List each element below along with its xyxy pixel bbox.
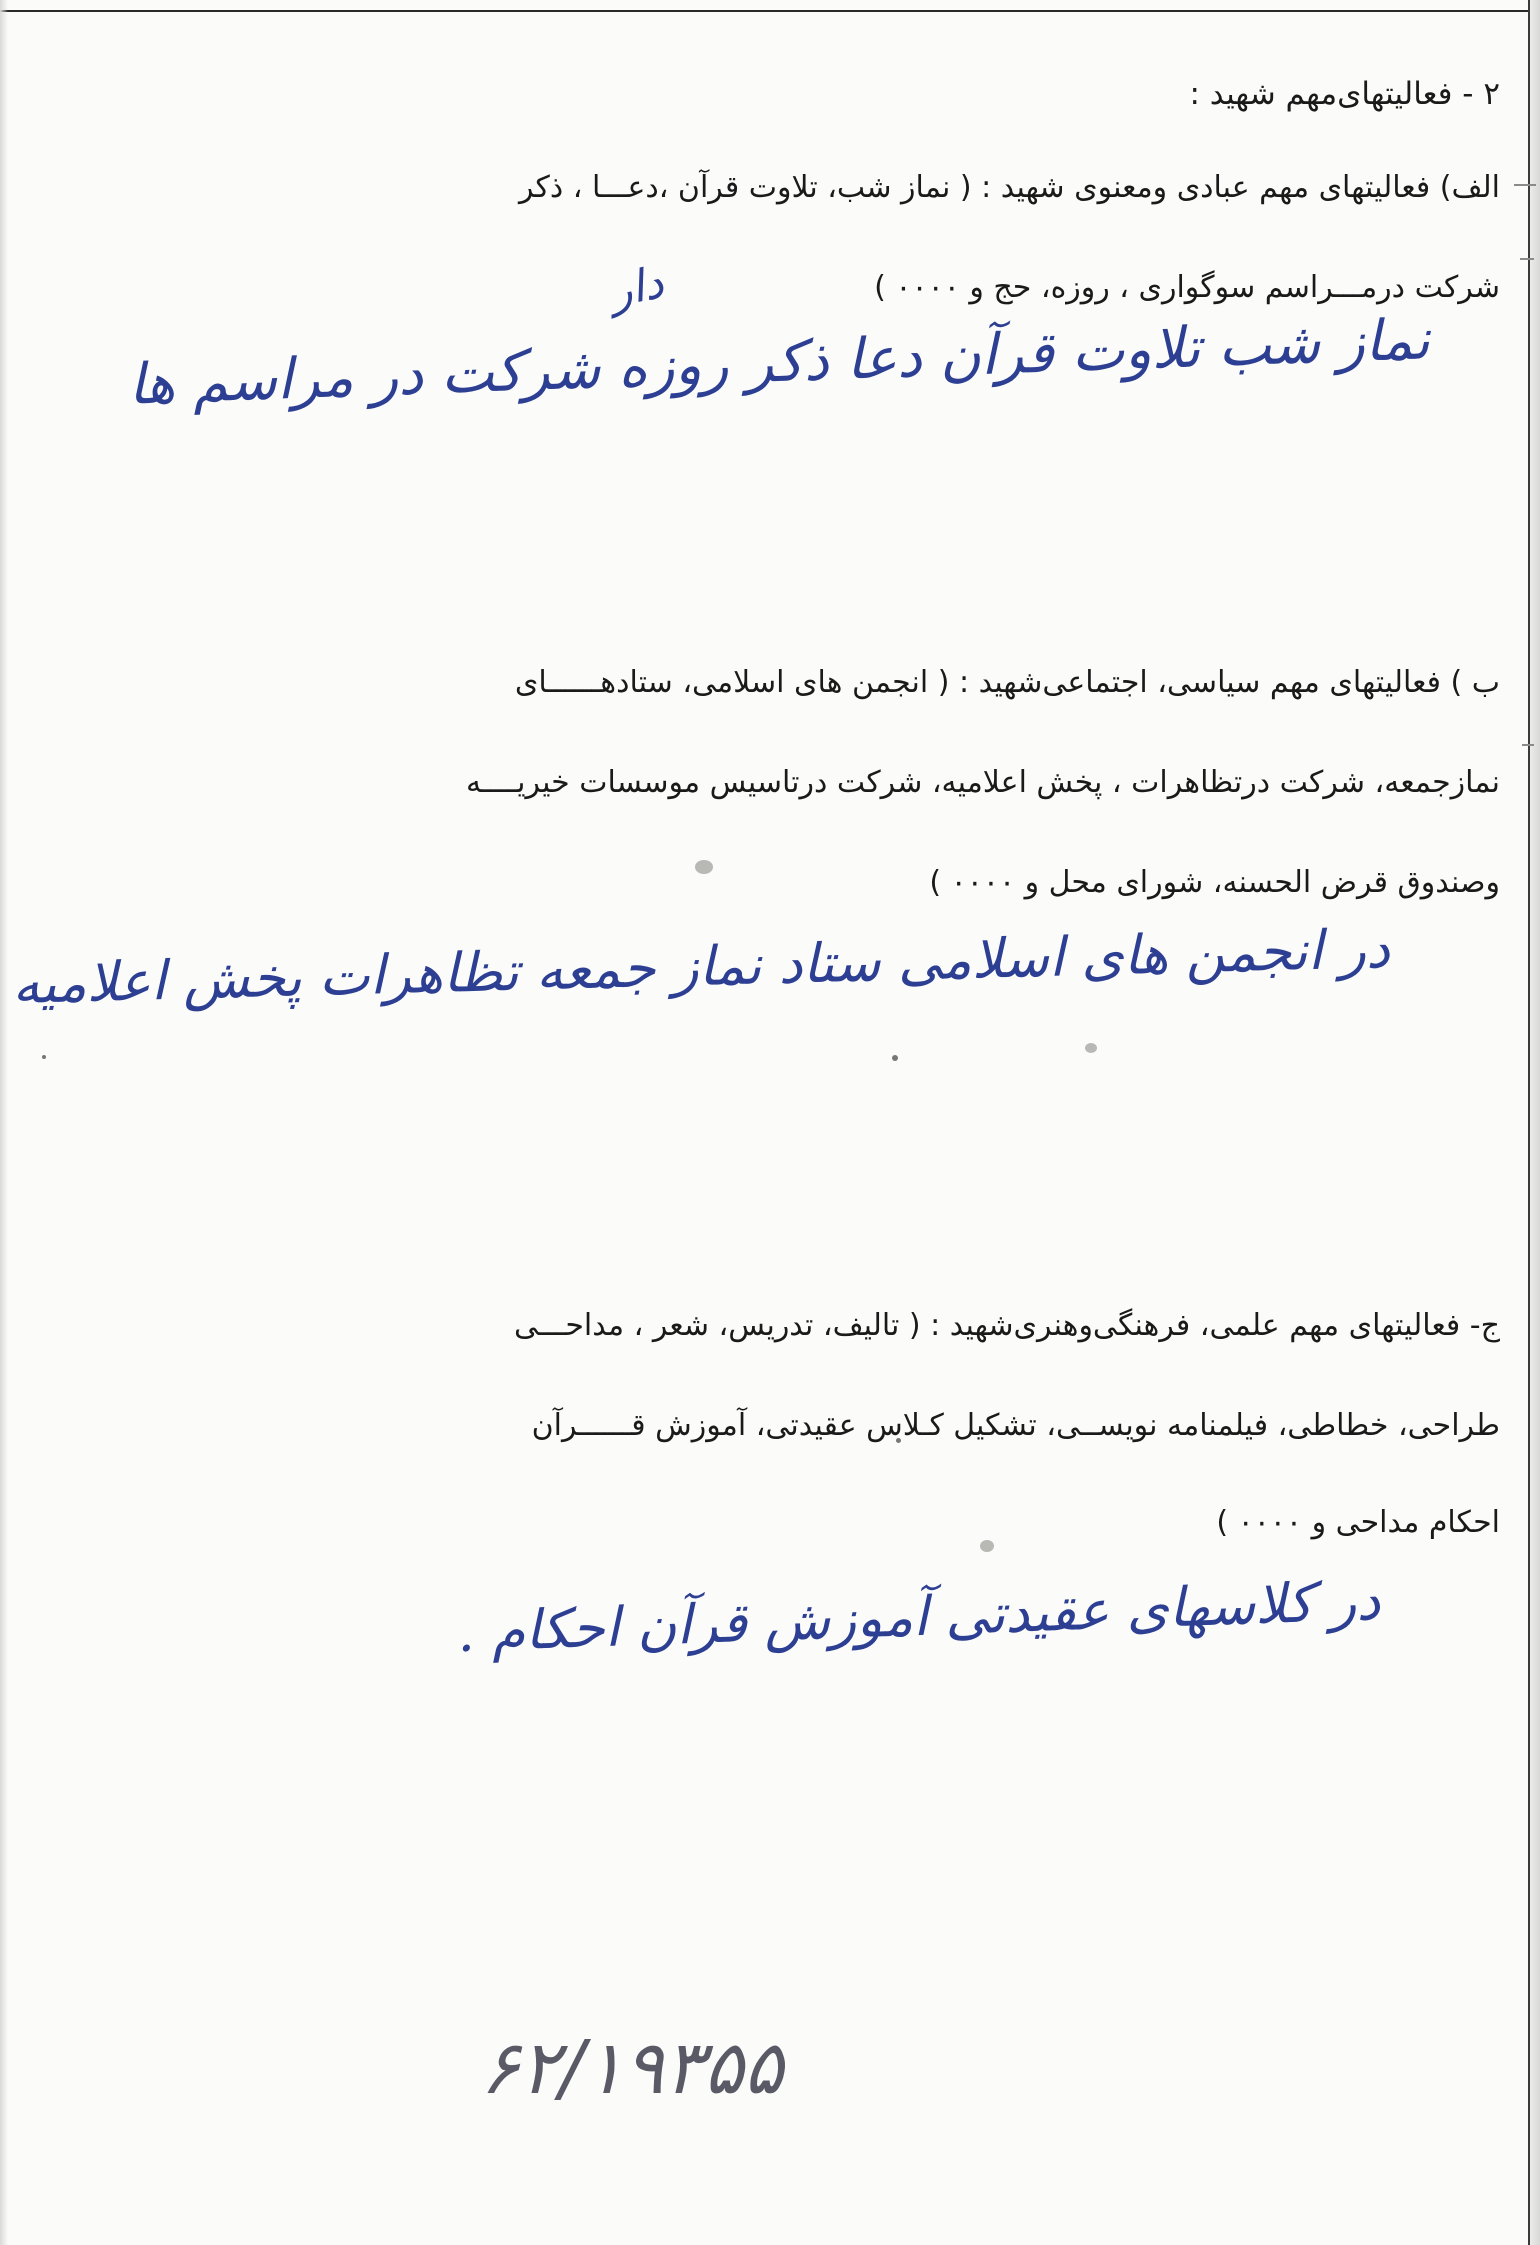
margin-mark: [1514, 184, 1536, 186]
left-edge-shadow: [0, 0, 8, 2245]
section-jim-line-3: احکام مداحی و ۰۰۰۰ ): [1216, 1505, 1500, 1540]
margin-mark: [1522, 744, 1534, 746]
section-alef-handwritten-answer: نماز شب تلاوت قرآن دعا ذکر روزه شرکت در مراسم ها: [127, 307, 1431, 418]
section-be-line-2: نمازجمعه، شرکت درتظاهرات ، پخش اعلامیه، شرکت درتاسیس موسسات خیریــــه: [465, 765, 1500, 800]
section-be-handwritten-answer: در انجمن های اسلامی ستاد نماز جمعه تظاهرات پخش اعلامیه: [11, 916, 1391, 1017]
paper-speck: [42, 1055, 46, 1059]
section-alef-margin-note: دار: [605, 257, 668, 318]
paper-speck: [1085, 1043, 1097, 1053]
section-jim-line-2: طراحی، خطاطی، فیلمنامه نویســی، تشکیل کـلاس عقیدتی، آموزش قــــــرآن: [531, 1408, 1500, 1443]
top-border: [0, 0, 1536, 12]
section-alef-line-1: الف) فعالیتهای مهم عبادی ومعنوی شهید : ( نماز شب، تلاوت قرآن ،دعـــا ، ذکر: [519, 170, 1500, 205]
section-be-line-3: وصندوق قرض الحسنه، شورای محل و ۰۰۰۰ ): [929, 865, 1500, 900]
section-be-line-1: ب ) فعالیتهای مهم سیاسی، اجتماعی‌شهید : ( انجمن های اسلامی، ستادهــــــای: [514, 665, 1500, 700]
section-alef-line-2: شرکت درمـــراسم سوگواری ، روزه، حج و ۰۰۰۰ ): [874, 270, 1500, 305]
section-jim-handwritten-answer: در کلاسهای عقیدتی آموزش قرآن احکام .: [455, 1568, 1381, 1665]
paper-speck: [980, 1540, 994, 1552]
section-heading: ۲ - فعالیتهای‌مهم شهید :: [1189, 76, 1500, 112]
margin-mark: [1520, 258, 1534, 260]
paper-speck: [892, 1055, 898, 1061]
right-edge-border: [1528, 0, 1540, 2245]
footer-reference-number: ۶۲/۱۹۳۵۵: [480, 2025, 784, 2111]
section-jim-line-1: ج- فعالیتهای مهم علمی، فرهنگی‌وهنری‌شهید : ( تالیف، تدریس، شعر ، مداحـــی: [514, 1308, 1500, 1343]
